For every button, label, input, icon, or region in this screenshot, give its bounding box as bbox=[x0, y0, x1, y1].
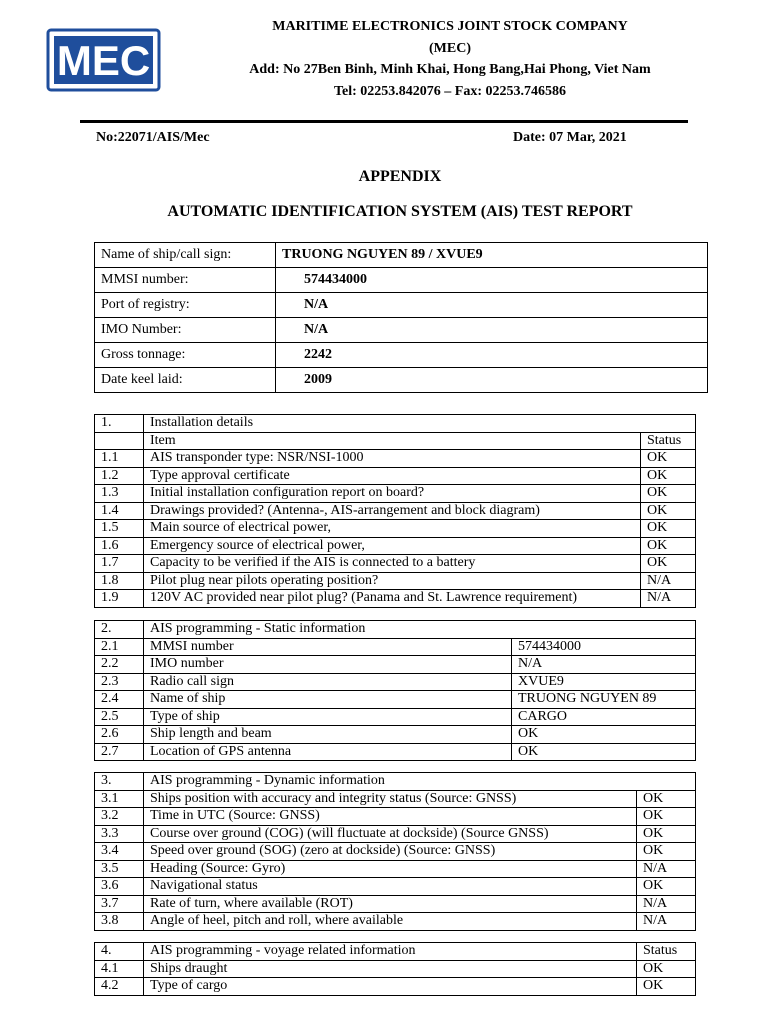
table-row: 1.8 Pilot plug near pilots operating position? N/A bbox=[95, 572, 696, 590]
report-title: AUTOMATIC IDENTIFICATION SYSTEM (AIS) TEST REPORT bbox=[167, 203, 633, 220]
field-value: 574434000 bbox=[276, 268, 708, 293]
status-cell: OK bbox=[637, 808, 696, 826]
table-row: 3.5 Heading (Source: Gyro) N/A bbox=[95, 860, 696, 878]
table-row: 2.5 Type of ship CARGO bbox=[95, 708, 696, 726]
table-row: 1.6 Emergency source of electrical power, OK bbox=[95, 537, 696, 555]
table-row bbox=[95, 293, 708, 318]
status-cell: OK bbox=[641, 450, 696, 468]
table-row: 1.2 Type approval certificate OK bbox=[95, 467, 696, 485]
column-header-row bbox=[95, 432, 696, 450]
status-cell: OK bbox=[641, 467, 696, 485]
status-cell: OK bbox=[641, 502, 696, 520]
field-label: Date keel laid: bbox=[95, 368, 276, 393]
company-name: MARITIME ELECTRONICS JOINT STOCK COMPANY bbox=[272, 19, 628, 34]
field-label: Port of registry: bbox=[95, 293, 276, 318]
field-value: N/A bbox=[276, 293, 708, 318]
table-row: 2.1 MMSI number 574434000 bbox=[95, 638, 696, 656]
status-cell: OK bbox=[637, 790, 696, 808]
status-cell: OK bbox=[637, 843, 696, 861]
status-cell: N/A bbox=[641, 590, 696, 608]
table-row: 2.2 IMO number N/A bbox=[95, 656, 696, 674]
section-number: 2. bbox=[95, 621, 144, 639]
table-row: 3.4 Speed over ground (SOG) (zero at dockside) (Source: GNSS) OK bbox=[95, 843, 696, 861]
value-cell: OK bbox=[512, 743, 696, 761]
field-value: 2009 bbox=[276, 368, 708, 393]
column-header-item: Item bbox=[144, 432, 641, 450]
field-label: IMO Number: bbox=[95, 318, 276, 343]
logo-text: MEC bbox=[56, 37, 151, 84]
document-number: No:22071/AIS/Mec bbox=[96, 130, 210, 145]
section-header-row bbox=[95, 773, 696, 791]
field-value: N/A bbox=[276, 318, 708, 343]
status-cell: N/A bbox=[637, 895, 696, 913]
field-label: Gross tonnage: bbox=[95, 343, 276, 368]
installation-details-table bbox=[94, 414, 696, 608]
section-title: AIS programming - voyage related information bbox=[144, 943, 637, 961]
appendix-title: APPENDIX bbox=[358, 168, 442, 185]
status-cell: OK bbox=[637, 825, 696, 843]
field-value: TRUONG NGUYEN 89 / XVUE9 bbox=[276, 243, 708, 268]
section-title: AIS programming - Dynamic information bbox=[144, 773, 696, 791]
table-row: 2.6 Ship length and beam OK bbox=[95, 726, 696, 744]
company-logo bbox=[46, 28, 161, 92]
status-cell: OK bbox=[637, 960, 696, 978]
table-row: 4.2 Type of cargo OK bbox=[95, 978, 696, 996]
voyage-information-table bbox=[94, 942, 696, 996]
value-cell: CARGO bbox=[512, 708, 696, 726]
header-divider bbox=[80, 120, 688, 123]
value-cell: N/A bbox=[512, 656, 696, 674]
status-cell: N/A bbox=[637, 913, 696, 931]
status-cell: OK bbox=[641, 485, 696, 503]
field-label: MMSI number: bbox=[95, 268, 276, 293]
dynamic-information-table bbox=[94, 772, 696, 931]
value-cell: 574434000 bbox=[512, 638, 696, 656]
status-cell: OK bbox=[641, 520, 696, 538]
section-title: Installation details bbox=[144, 415, 696, 433]
company-header bbox=[160, 16, 740, 102]
table-row: 1.9 120V AC provided near pilot plug? (Panama and St. Lawrence requirement) N/A bbox=[95, 590, 696, 608]
company-contact: Tel: 02253.842076 – Fax: 02253.746586 bbox=[333, 83, 567, 99]
table-row: 3.2 Time in UTC (Source: GNSS) OK bbox=[95, 808, 696, 826]
company-abbr: (MEC) bbox=[429, 40, 471, 56]
section-header-row bbox=[95, 943, 696, 961]
table-row bbox=[95, 243, 708, 268]
table-row bbox=[95, 268, 708, 293]
status-cell: N/A bbox=[641, 572, 696, 590]
company-address: Add: No 27Ben Binh, Minh Khai, Hong Bang,Hai Phong, Viet Nam bbox=[249, 62, 651, 77]
table-row: 3.7 Rate of turn, where available (ROT) N/A bbox=[95, 895, 696, 913]
section-number: 4. bbox=[95, 943, 144, 961]
table-row: 3.3 Course over ground (COG) (will fluctuate at dockside) (Source GNSS) OK bbox=[95, 825, 696, 843]
column-header-status: Status bbox=[637, 943, 696, 961]
status-cell: OK bbox=[637, 878, 696, 896]
field-label: Name of ship/call sign: bbox=[95, 243, 276, 268]
table-row bbox=[95, 343, 708, 368]
table-row bbox=[95, 368, 708, 393]
table-row: 3.8 Angle of heel, pitch and roll, where available N/A bbox=[95, 913, 696, 931]
value-cell: OK bbox=[512, 726, 696, 744]
section-title: AIS programming - Static information bbox=[144, 621, 696, 639]
column-header-status: Status bbox=[641, 432, 696, 450]
field-value: 2242 bbox=[276, 343, 708, 368]
table-row: 1.7 Capacity to be verified if the AIS is connected to a battery OK bbox=[95, 555, 696, 573]
table-row: 1.5 Main source of electrical power, OK bbox=[95, 520, 696, 538]
static-information-table bbox=[94, 620, 696, 761]
section-number: 1. bbox=[95, 415, 144, 433]
section-number: 3. bbox=[95, 773, 144, 791]
status-cell: N/A bbox=[637, 860, 696, 878]
table-row: 1.1 AIS transponder type: NSR/NSI-1000 OK bbox=[95, 450, 696, 468]
table-row: 3.1 Ships position with accuracy and integrity status (Source: GNSS) OK bbox=[95, 790, 696, 808]
status-cell: OK bbox=[637, 978, 696, 996]
value-cell: XVUE9 bbox=[512, 673, 696, 691]
table-row: 4.1 Ships draught OK bbox=[95, 960, 696, 978]
table-row: 1.3 Initial installation configuration report on board? OK bbox=[95, 485, 696, 503]
document-date: Date: 07 Mar, 2021 bbox=[513, 130, 627, 145]
ship-info-table bbox=[94, 242, 708, 393]
section-header-row bbox=[95, 415, 696, 433]
table-row: 2.4 Name of ship TRUONG NGUYEN 89 bbox=[95, 691, 696, 709]
status-cell: OK bbox=[641, 555, 696, 573]
status-cell: OK bbox=[641, 537, 696, 555]
table-row: 3.6 Navigational status OK bbox=[95, 878, 696, 896]
section-header-row bbox=[95, 621, 696, 639]
table-row: 2.3 Radio call sign XVUE9 bbox=[95, 673, 696, 691]
table-row: 2.7 Location of GPS antenna OK bbox=[95, 743, 696, 761]
table-row bbox=[95, 318, 708, 343]
value-cell: TRUONG NGUYEN 89 bbox=[512, 691, 696, 709]
table-row: 1.4 Drawings provided? (Antenna-, AIS-arrangement and block diagram) OK bbox=[95, 502, 696, 520]
